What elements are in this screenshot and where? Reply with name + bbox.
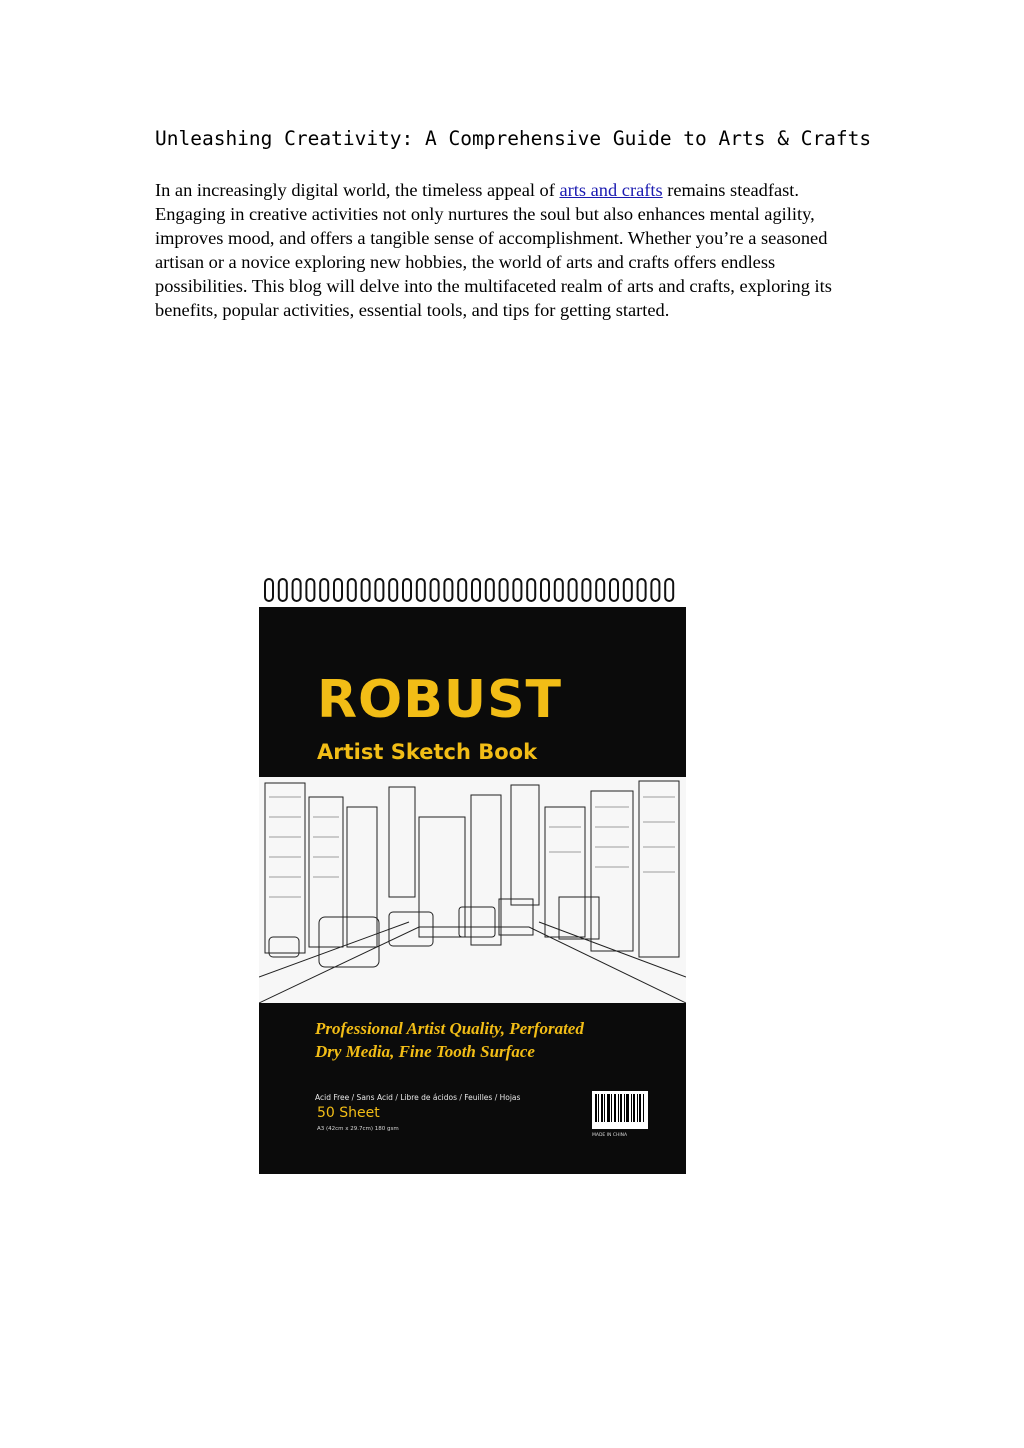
sketchbook-cover-image [259,577,686,1174]
spiral-ring [569,579,577,601]
product-tagline [315,1017,584,1063]
page-title: Unleashing Creativity: A Comprehensive Guide to Arts & Crafts [155,127,872,150]
spiral-ring [389,579,397,601]
spiral-ring [375,579,383,601]
spiral-binding [259,577,686,607]
spiral-ring [582,579,590,601]
spiral-ring [472,579,480,601]
spiral-ring [541,579,549,601]
spiral-ring [431,579,439,601]
spiral-ring [527,579,535,601]
spiral-ring [334,579,342,601]
spiral-rings [259,577,686,607]
spiral-ring [293,579,301,601]
brand-logo: ROBUST [317,670,563,730]
spiral-ring [417,579,425,601]
spiral-ring [403,579,411,601]
spiral-ring [306,579,314,601]
spiral-ring [513,579,521,601]
intro-text-start: In an increasingly digital world, the timeless appeal of [155,180,560,200]
spiral-ring [279,579,287,601]
intro-text-rest: remains steadfast. Engaging in creative activities not only nurtures the soul but also enhances mental agility, improves mood, and offers a tangible sense of accomplishment. Whether you’re a seasoned artisan or a novice exploring new hobbies, the world of arts and crafts offers endless possibilities. This blog will delve into the multifaceted realm of arts and crafts, exploring its benefits, popular activities, essential tools, and tips for getting started. [155,180,832,320]
tagline-line-2: Dry Media, Fine Tooth Surface [315,1042,535,1061]
arts-and-crafts-link[interactable]: arts and crafts [559,180,663,200]
spiral-ring [555,579,563,601]
spiral-ring [624,579,632,601]
tagline-line-1: Professional Artist Quality, Perforated [315,1019,584,1038]
barcode [592,1091,648,1129]
spiral-ring [348,579,356,601]
spiral-ring [651,579,659,601]
city-sketch-illustration [259,777,686,1003]
city-street-drawing [259,777,686,1003]
made-in-text: MADE IN CHINA [592,1133,628,1138]
spiral-ring [596,579,604,601]
spiral-ring [458,579,466,601]
product-subtitle: Artist Sketch Book [317,740,538,764]
spiral-ring [362,579,370,601]
paper-size-text: A3 (42cm x 29.7cm) 180 gsm [317,1126,399,1132]
spiral-ring [265,579,273,601]
sheet-count: 50 Sheet [317,1105,380,1121]
acid-free-text: Acid Free / Sans Acid / Libre de ácidos / Feuilles / Hojas [315,1093,521,1102]
spiral-ring [610,579,618,601]
spiral-ring [320,579,328,601]
spiral-ring [486,579,494,601]
spiral-ring [665,579,673,601]
spiral-ring [638,579,646,601]
barcode-bars [595,1094,645,1126]
intro-paragraph [155,178,867,322]
spiral-ring [500,579,508,601]
spiral-ring [444,579,452,601]
